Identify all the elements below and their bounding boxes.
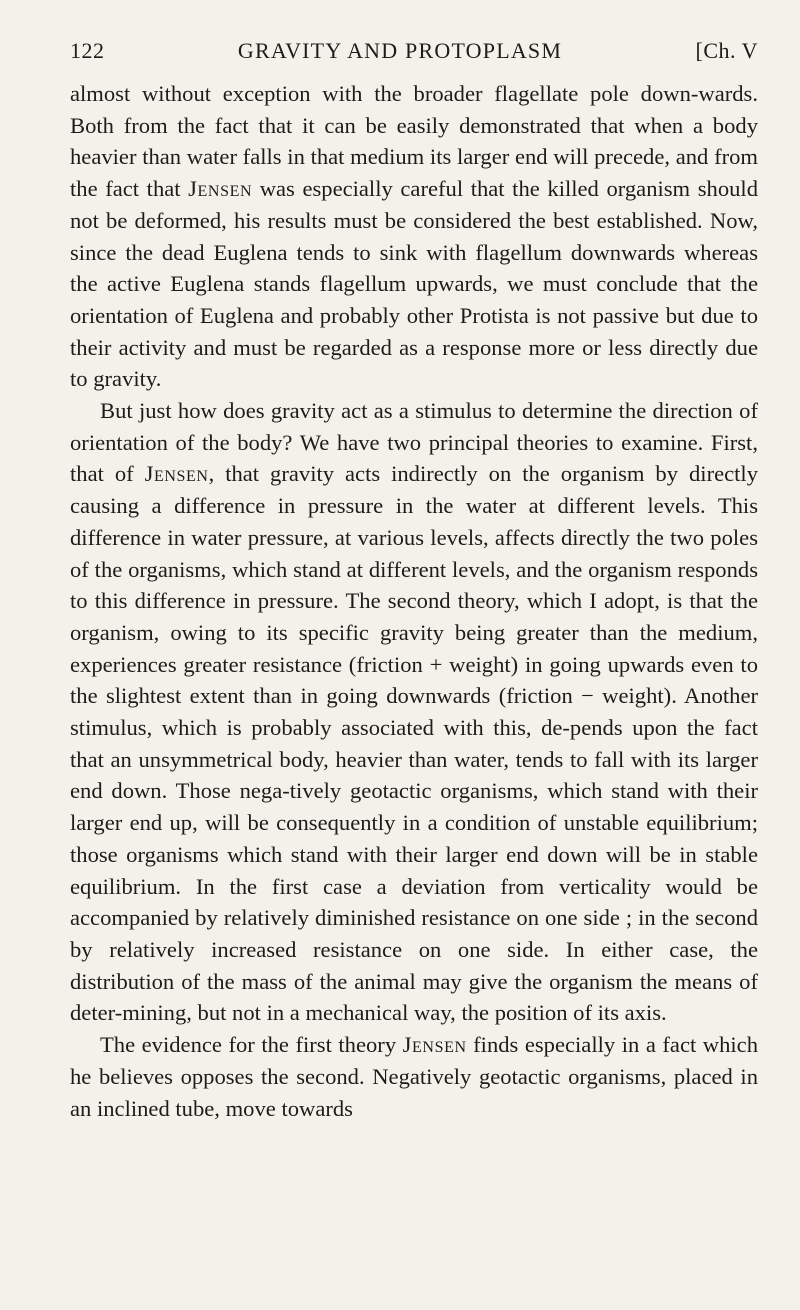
chapter-label: [Ch. V [695,38,758,63]
text-span: But just how does gravity act as a stimulus to determine the direction of orientation of the body? We have two principal theories to examine. First, that of [70,398,758,487]
page-number: 122 [70,38,105,63]
text-span: finds especially in a fact which he believes opposes the second. Negatively geotactic organisms, placed in an inclined tube, move towards [70,1032,758,1121]
body-text [70,78,758,1124]
text-span: The evidence for the first theory [100,1032,403,1058]
text-span: almost without exception with the broader flagellate pole down-wards. Both from the fact that it can be easily demonstrated that when a body heavier than water falls in that medium its larger end will precede, and from the fact that [70,81,758,202]
text-span: , that gravity acts indirectly on the organism by directly causing a difference in pressure in the water at different levels. This difference in water pressure, at various levels, affects directly the two poles of the organisms, which stand at different levels, and the organism responds to this difference in pressure. The second theory, which I adopt, is that the organism, owing to its specific gravity being greater than the medium, experiences greater resistance (friction + weight) in going upwards even to the slightest extent than in going downwards (friction − weight). Another stimulus, which is probably associated with this, de-pends upon the fact that an unsymmetrical body, heavier than water, tends to fall with its larger end down. Those nega-tively geotactic organisms, which stand with their larger end up, will be consequently in a condition of unstable equilibrium; those organisms which stand with their larger end down will be in stable equilibrium. In the first case a deviation from verticality would be accompanied by relatively diminished resistance on one side ; in the second by relatively increased resistance on one side. In either case, the distribution of the mass of the animal may give the organism the means of deter-mining, but not in a mechanical way, the position of its axis. [70,461,758,1026]
paragraph-1 [70,78,758,395]
page-header [70,38,758,78]
author-name-jensen: Jensen [188,176,253,202]
author-name-jensen: Jensen [144,461,209,487]
book-page [70,38,758,1124]
author-name-jensen: Jensen [402,1032,467,1058]
paragraph-3 [70,1029,758,1124]
running-title: GRAVITY AND PROTOPLASM [237,38,563,63]
text-span: was especially careful that the killed organism should not be deformed, his results must be considered the best established. Now, since the dead Euglena tends to sink with flagellum downwards whereas the active Euglena stands flagellum upwards, we must conclude that the orientation of Euglena and probably other Protista is not passive but due to their activity and must be regarded as a response more or less directly due to gravity. [70,176,758,392]
paragraph-2 [70,395,758,1029]
